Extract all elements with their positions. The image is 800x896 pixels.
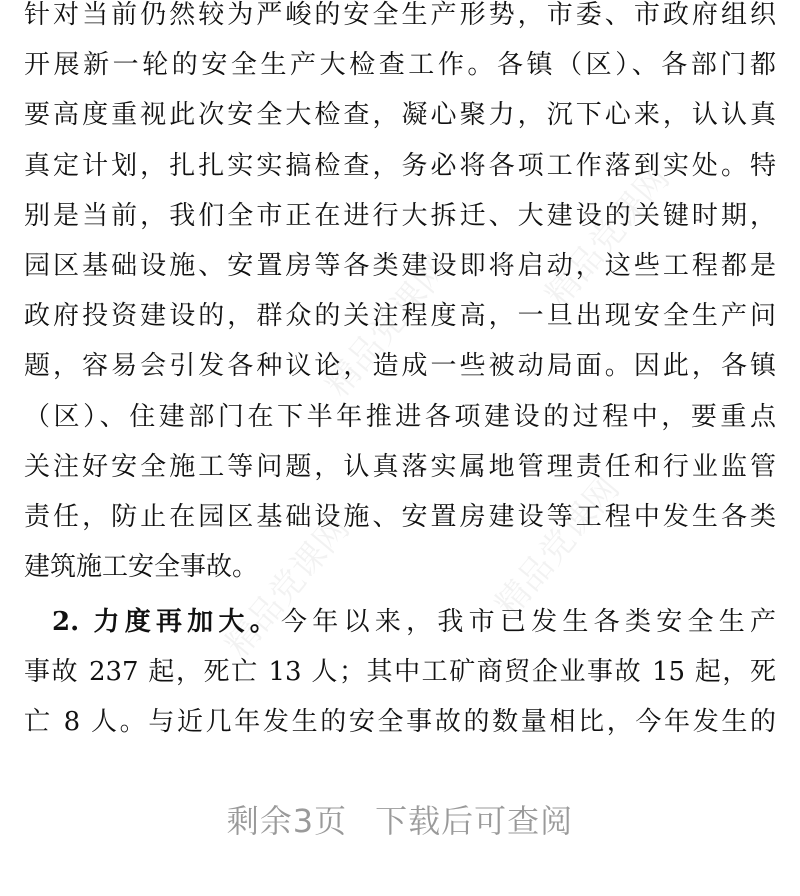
paragraph-line: 开展新一轮的安全生产大检查工作。各镇（区）、各部门都 bbox=[24, 50, 776, 81]
paragraph-line: 针对当前仍然较为严峻的安全生产形势，市委、市政府组织 bbox=[24, 0, 776, 30]
paragraph-line: 园区基础设施、安置房等各类建设即将启动，这些工程都是 bbox=[24, 251, 776, 281]
remaining-pages-label: 剩余3页 bbox=[226, 802, 348, 840]
paragraph-line: 亡 8 人。与近几年发生的安全事故的数量相比，今年发生的 bbox=[24, 707, 776, 737]
watermark: 精品党课网 bbox=[317, 248, 458, 405]
download-to-view-label: 下载后可查阅 bbox=[375, 802, 574, 840]
download-prompt[interactable] bbox=[0, 796, 800, 842]
paragraph-line: （区）、住建部门在下半年推进各项建设的过程中，要重点 bbox=[24, 401, 776, 432]
paragraph-line: 建筑施工安全事故。 bbox=[24, 552, 259, 583]
watermark: 精品党课网 bbox=[217, 508, 358, 665]
paragraph-line: 事故 237 起，死亡 13 人；其中工矿商贸企业事故 15 起，死 bbox=[24, 657, 776, 687]
watermark: 精品党课网 bbox=[537, 158, 678, 315]
paragraph-2-first-line bbox=[52, 597, 776, 647]
paragraph-line: 责任，防止在园区基础设施、安置房建设等工程中发生各类 bbox=[24, 502, 776, 532]
section-heading: 2. 力度再加大。 bbox=[52, 607, 282, 637]
paragraph-line: 政府投资建设的，群众的关注程度高，一旦出现安全生产问 bbox=[24, 301, 776, 332]
paragraph-line: 要高度重视此次安全大检查，凝心聚力，沉下心来，认认真 bbox=[24, 100, 776, 131]
paragraph-line: 关注好安全施工等问题，认真落实属地管理责任和行业监管 bbox=[24, 451, 776, 482]
paragraph-line: 别是当前，我们全市正在进行大拆迁、大建设的关键时期， bbox=[24, 200, 776, 231]
paragraph-line: 真定计划，扎扎实实搞检查，务必将各项工作落到实处。特 bbox=[24, 150, 776, 181]
paragraph-text: 今年以来，我市已发生各类安全生产 bbox=[281, 607, 776, 637]
watermark: 精品党课网 bbox=[487, 468, 628, 625]
paragraph-line: 题，容易会引发各种议论，造成一些被动局面。因此，各镇 bbox=[24, 351, 776, 382]
